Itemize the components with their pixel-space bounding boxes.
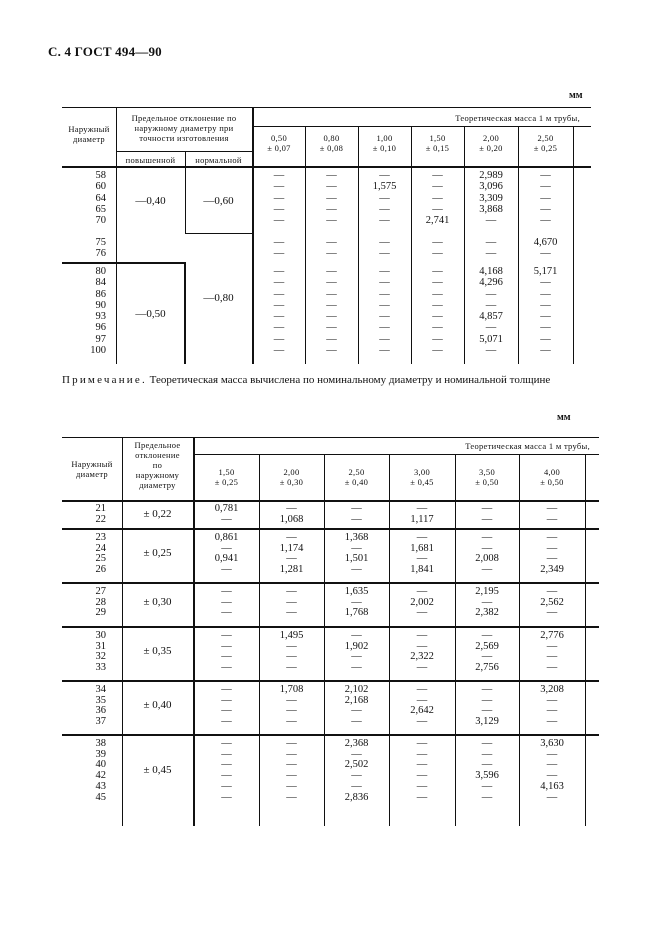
table2-header-deviation: Предельное отклонение по наружному диаметру bbox=[134, 440, 181, 490]
table2-diameter-group-2: 27 28 29 bbox=[95, 586, 106, 619]
table2-mass-col-1-group-2: — — — bbox=[286, 586, 297, 619]
table1-thickness-5: 2,50 ± 0,25 bbox=[533, 133, 558, 153]
table2-mass-col-2-group-4: 2,102 2,168 — — bbox=[344, 684, 369, 728]
table2-mass-col-0-group-0: 0,781 — bbox=[214, 503, 239, 525]
table2-mass-col-4-group-2: 2,195 — 2,382 bbox=[475, 586, 499, 619]
table1-thickness-3: 1,50 ± 0,15 bbox=[425, 133, 450, 153]
table1-header-mass: Теоретическая масса 1 м трубы, bbox=[455, 113, 580, 123]
table2-mass-col-5-group-0: — — bbox=[546, 503, 558, 525]
table1-header-deviation: Предельное отклонение по наружному диаметру при точности изготовления bbox=[131, 113, 237, 143]
table2-mass-col-5-group-2: — 2,562 — bbox=[540, 586, 564, 619]
table2-mass-col-4-group-1: — — 2,008 — bbox=[475, 532, 499, 576]
table2-thickness-5: 4,00 ± 0,50 bbox=[540, 467, 564, 487]
table2-group-divider bbox=[62, 528, 599, 530]
table1-header-normal: нормальной bbox=[195, 155, 242, 165]
table1-mass-col-0-group-0: — — — — — bbox=[273, 170, 285, 227]
table2-mass-col-4-group-3: — 2,569 — 2,756 bbox=[475, 630, 499, 674]
table2-mass-col-2-group-1: 1,368 — 1,501 — bbox=[344, 532, 369, 576]
table2-mass-col-5-group-3: 2,776 — — — bbox=[540, 630, 564, 674]
table2-mass-col-3-group-3: — — 2,322 — bbox=[410, 630, 434, 674]
table1-mass-col-5-group-1: 4,670 — bbox=[533, 237, 558, 260]
table1-mass-col-1-group-2: — — — — — — — — bbox=[326, 266, 337, 357]
table2-deviation-group-2: ± 0,30 bbox=[143, 596, 172, 609]
table1-mass-col-5-group-2: 5,171 — — — — — — — bbox=[533, 266, 558, 357]
table1-thickness-1: 0,80 ± 0,08 bbox=[319, 133, 344, 153]
table2-mass-col-1-group-3: 1,495 — — — bbox=[279, 630, 304, 674]
table2-diameter-group-1: 23 24 25 26 bbox=[95, 532, 106, 576]
table2-deviation-group-3: ± 0,35 bbox=[143, 645, 172, 658]
table2-mass-col-3-group-4: — — 2,642 — bbox=[410, 684, 434, 728]
table2-mass-col-5-group-1: — — — 2,349 bbox=[540, 532, 564, 576]
table2-thickness-4: 3,50 ± 0,50 bbox=[475, 467, 499, 487]
table1-mass-col-3-group-2: — — — — — — — — bbox=[432, 266, 443, 357]
table2-diameter-group-5: 38 39 40 42 43 45 bbox=[95, 738, 106, 803]
table1-mass-col-2-group-2: — — — — — — — — bbox=[379, 266, 390, 357]
table2-group-divider bbox=[62, 626, 599, 628]
table1-mass-col-3-group-0: — — — — 2,741 bbox=[425, 170, 450, 227]
table2-deviation-group-4: ± 0,40 bbox=[143, 699, 172, 712]
table2-mass-col-0-group-1: 0,861 — 0,941 — bbox=[214, 532, 239, 576]
table2-mass-col-2-group-2: 1,635 — 1,768 bbox=[344, 586, 369, 619]
note-label: Примечание. bbox=[62, 374, 147, 386]
table2-thickness-0: 1,50 ± 0,25 bbox=[214, 467, 239, 487]
table2-mass-col-3-group-5: — — — — — — bbox=[416, 738, 428, 803]
table1-normal-0: —0,60 bbox=[203, 195, 234, 207]
table1-diameter-group-0: 58 60 64 65 70 bbox=[95, 170, 106, 227]
table2-diameter-group-0: 21 22 bbox=[95, 503, 106, 525]
table2-deviation-group-5: ± 0,45 bbox=[143, 764, 172, 777]
table2-diameter-group-4: 34 35 36 37 bbox=[95, 684, 106, 728]
table2-thickness-3: 3,00 ± 0,45 bbox=[410, 467, 434, 487]
table1-diameter-group-1: 75 76 bbox=[95, 237, 106, 260]
table1-unit: мм bbox=[569, 90, 583, 101]
table1-mass-col-4-group-2: 4,168 4,296 — — 4,857 — 5,071 — bbox=[479, 266, 503, 357]
table1-diameter-group-2: 80 84 86 90 93 96 97 100 bbox=[90, 266, 106, 357]
table1-thickness-4: 2,00 ± 0,20 bbox=[479, 133, 503, 153]
table1-mass-col-3-group-1: — — bbox=[432, 237, 443, 260]
table1-normal-1: —0,80 bbox=[203, 292, 234, 304]
table1-note bbox=[62, 374, 550, 386]
table2-group-divider bbox=[62, 582, 599, 584]
table2-mass-col-2-group-5: 2,368 — 2,502 — — 2,836 bbox=[344, 738, 369, 803]
table2-group-divider bbox=[62, 680, 599, 682]
table2-mass-col-5-group-4: 3,208 — — — bbox=[540, 684, 564, 728]
table2-unit: мм bbox=[557, 412, 571, 423]
table2-header-diameter: Наружный диаметр bbox=[71, 459, 113, 479]
table2-mass-col-5-group-5: 3,630 — — — 4,163 — bbox=[540, 738, 564, 803]
table1-header-increased: повышенной bbox=[125, 155, 176, 165]
table2-mass-col-4-group-4: — — — 3,129 bbox=[475, 684, 499, 728]
table2-mass-col-2-group-3: — 1,902 — — bbox=[344, 630, 369, 674]
table2-thickness-1: 2,00 ± 0,30 bbox=[279, 467, 304, 487]
note-text: Теоретическая масса вычислена по номинальному диаметру и номинальной толщине bbox=[146, 374, 551, 386]
table2-mass-col-3-group-2: — 2,002 — bbox=[410, 586, 434, 619]
table1-increased-0: —0,40 bbox=[135, 195, 166, 207]
table2-mass-col-1-group-4: 1,708 — — — bbox=[279, 684, 304, 728]
table2-mass-col-4-group-5: — — — 3,596 — — bbox=[475, 738, 499, 803]
table1-header-diameter: Наружный диаметр bbox=[68, 124, 110, 144]
table1-increased-1: —0,50 bbox=[135, 308, 166, 320]
table2-mass-col-1-group-0: — 1,068 bbox=[279, 503, 304, 525]
table1-mass-col-2-group-1: — — bbox=[379, 237, 390, 260]
table1-mass-col-4-group-1: — — bbox=[485, 237, 497, 260]
table1-mass-col-5-group-0: — — — — — bbox=[540, 170, 551, 227]
table1-mass-col-1-group-0: — — — — — bbox=[326, 170, 337, 227]
table2-mass-col-4-group-0: — — bbox=[481, 503, 493, 525]
table2-group-divider bbox=[62, 734, 599, 736]
table1-mass-col-2-group-0: — 1,575 — — — bbox=[372, 170, 397, 227]
table1-mass-col-1-group-1: — — bbox=[326, 237, 337, 260]
table1-thickness-0: 0,50 ± 0,07 bbox=[267, 133, 291, 153]
table2-header-mass: Теоретическая масса 1 м трубы, bbox=[465, 441, 590, 451]
table2-mass-col-0-group-2: — — — bbox=[221, 586, 232, 619]
table1-mass-col-0-group-1: — — bbox=[273, 237, 285, 260]
table1-mass-col-0-group-2: — — — — — — — — bbox=[273, 266, 285, 357]
table1-thickness-2: 1,00 ± 0,10 bbox=[372, 133, 397, 153]
table2-mass-col-1-group-5: — — — — — — bbox=[286, 738, 297, 803]
table2-mass-col-0-group-3: — — — — bbox=[221, 630, 232, 674]
table1-mass-col-4-group-0: 2,989 3,096 3,309 3,868 — bbox=[479, 170, 503, 227]
table2-mass-col-2-group-0: — — bbox=[351, 503, 362, 525]
table2-diameter-group-3: 30 31 32 33 bbox=[95, 630, 106, 674]
table2-thickness-2: 2,50 ± 0,40 bbox=[344, 467, 369, 487]
table2-mass-col-3-group-1: — 1,681 — 1,841 bbox=[410, 532, 434, 576]
table2-mass-col-3-group-0: — 1,117 bbox=[410, 503, 434, 525]
table2-deviation-group-0: ± 0,22 bbox=[143, 507, 172, 520]
table2-mass-col-0-group-5: — — — — — — bbox=[221, 738, 232, 803]
table2-deviation-group-1: ± 0,25 bbox=[143, 547, 172, 560]
table2-mass-col-0-group-4: — — — — bbox=[221, 684, 232, 728]
table2-mass-col-1-group-1: — 1,174 — 1,281 bbox=[279, 532, 304, 576]
page-header: С. 4 ГОСТ 494—90 bbox=[48, 44, 162, 59]
